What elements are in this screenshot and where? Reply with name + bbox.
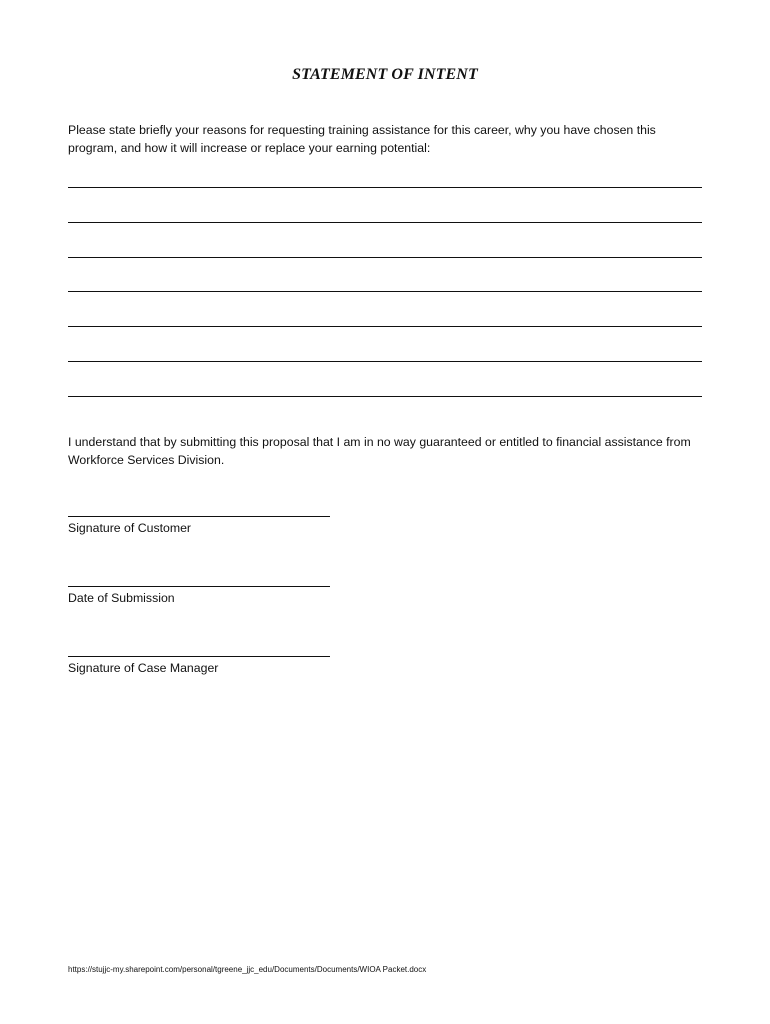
customer-signature-line[interactable] [68, 507, 330, 517]
disclaimer-text: I understand that by submitting this proposal that I am in no way guaranteed or entitled to financial assistance from Workforce Services Division. [68, 435, 691, 467]
answer-line[interactable] [68, 223, 702, 258]
case-manager-signature-label: Signature of Case Manager [68, 661, 219, 675]
answer-line[interactable] [68, 362, 702, 397]
page-title: STATEMENT OF INTENT [292, 66, 478, 83]
submission-date-block [68, 577, 368, 606]
answer-line[interactable] [68, 327, 702, 362]
customer-signature-label: Signature of Customer [68, 521, 192, 535]
answer-line[interactable] [68, 258, 702, 293]
submission-date-line[interactable] [68, 577, 330, 587]
case-manager-signature-line[interactable] [68, 647, 330, 657]
answer-line[interactable] [68, 292, 702, 327]
answer-lines [68, 186, 702, 397]
footer-file-path: https://stujjc-my.sharepoint.com/personal/tgreene_jjc_edu/Documents/Documents/WIOA Packet.docx [68, 965, 427, 974]
case-manager-signature-block [68, 647, 368, 676]
customer-signature-block [68, 507, 368, 536]
submission-date-label: Date of Submission [68, 591, 175, 605]
answer-line[interactable] [68, 188, 702, 223]
intro-instructions: Please state briefly your reasons for requesting training assistance for this career, why you have chosen this program, and how it will increase or replace your earning potential: [68, 123, 656, 155]
